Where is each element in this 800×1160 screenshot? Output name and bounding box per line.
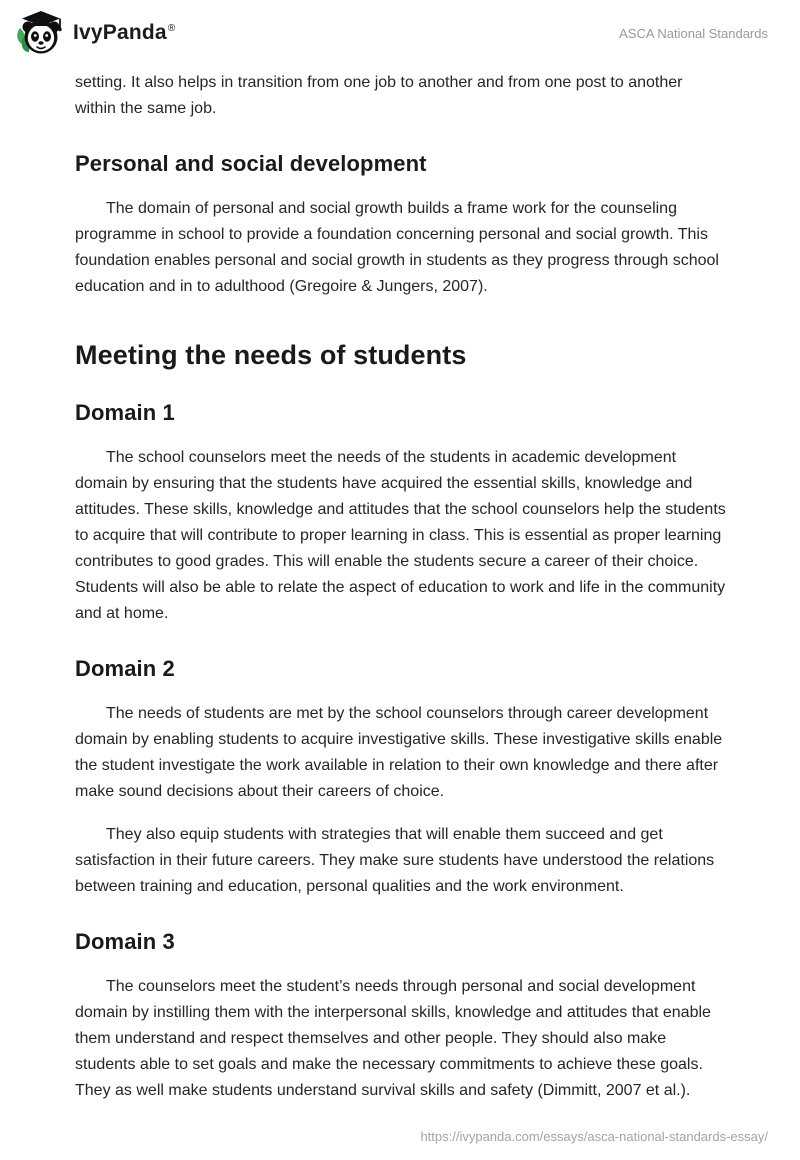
document-title: ASCA National Standards xyxy=(619,25,768,41)
page-footer xyxy=(420,1129,768,1144)
heading-meeting-the-needs-of-students: Meeting the needs of students xyxy=(75,340,467,370)
paragraph-domain-2-a: The needs of students are met by the school counselors through career development domain by enabling students to acquire investigative skills. These investigative skills enable the student investigate the work available in relation to their own knowledge and there after make sound decisions about their careers of choice. xyxy=(75,705,723,800)
heading-domain-3: Domain 3 xyxy=(75,929,175,954)
source-url: https://ivypanda.com/essays/asca-national-standards-essay/ xyxy=(420,1129,768,1144)
brand-name xyxy=(73,21,175,45)
heading-domain-2: Domain 2 xyxy=(75,656,175,681)
essay-content xyxy=(0,62,800,1104)
brand-text: IvyPanda xyxy=(73,21,167,44)
heading-personal-and-social-development: Personal and social development xyxy=(75,151,427,176)
page-header xyxy=(0,0,800,62)
paragraph-intro-continuation: setting. It also helps in transition from one job to another and from one post to another within the same job. xyxy=(75,74,683,117)
registered-mark: ® xyxy=(167,23,176,34)
paragraph-domain-2-b: They also equip students with strategies that will enable them succeed and get satisfaction in their future careers. They make sure students have understood the relations between training and education, personal qualities and the work environment. xyxy=(75,826,715,895)
brand-logo-link[interactable] xyxy=(14,8,175,58)
paragraph-domain-3: The counselors meet the student’s needs through personal and social development domain by instilling them with the interpersonal skills, knowledge and attitudes that enable them understand and respect themselves and other people. They should also make students able to set goals and make the necessary commitments to achieve these goals. They as well make students understand survival skills and safety (Dimmitt, 2007 et al.). xyxy=(75,978,711,1099)
paragraph-domain-1: The school counselors meet the needs of the students in academic development domain by ensuring that the students have acquired the essential skills, knowledge and attitudes. These skills, knowledge and attitudes that the school counselors help the students to acquire that will contribute to proper learning in class. This is essential as proper learning contributes to good grades. This will enable the students secure a career of their choice. Students will also be able to relate the aspect of education to work and life in the community and at home. xyxy=(75,449,726,622)
paragraph-personal-social: The domain of personal and social growth builds a frame work for the counseling programme in school to provide a foundation concerning personal and social growth. This foundation enables personal and social growth in students as they progress through school education and in to adulthood (Gregoire & Jungers, 2007). xyxy=(75,200,719,295)
heading-domain-1: Domain 1 xyxy=(75,400,175,425)
ivypanda-panda-logo-icon xyxy=(14,8,64,58)
